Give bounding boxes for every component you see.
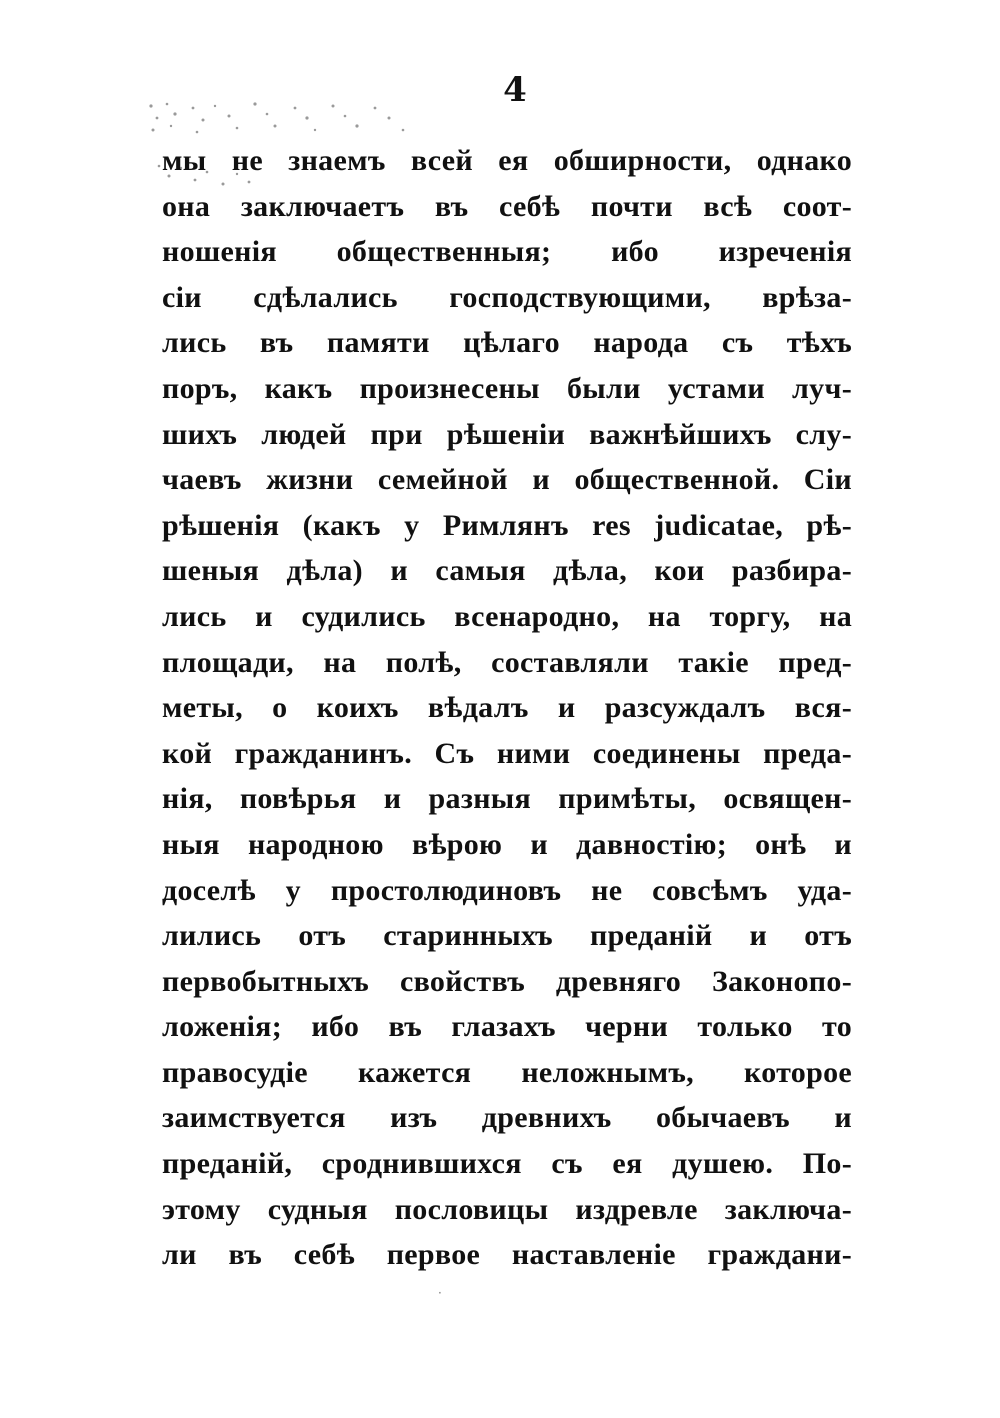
text-line: ношенія общественныя; ибо изреченія xyxy=(162,235,852,269)
text-line: рѣшенія (какъ у Римлянъ res judicatae, рѣ- xyxy=(162,508,852,542)
text-line: ложенія; ибо въ глазахъ черни только то xyxy=(162,1010,852,1044)
text-line: этому судныя пословицы издревле заключа- xyxy=(162,1192,852,1226)
text-line: площади, на полѣ, составляли такіе пред- xyxy=(162,645,852,679)
stray-mark: · xyxy=(438,1286,442,1300)
text-line: поръ, какъ произнесены были устами луч- xyxy=(162,371,852,405)
text-line: ныя народною вѣрою и давностію; онѣ и xyxy=(162,827,852,861)
text-line: шихъ людей при рѣшеніи важнѣйшихъ слу- xyxy=(162,417,852,451)
page-number: 4 xyxy=(503,70,527,110)
text-line: ли въ себѣ первое наставленіе граждани- xyxy=(162,1238,852,1272)
text-line: доселѣ у простолюдиновъ не совсѣмъ уда- xyxy=(162,873,852,907)
text-line: нія, повѣрья и разныя примѣты, освящен- xyxy=(162,782,852,816)
text-line: меты, о коихъ вѣдалъ и разсуждалъ вся- xyxy=(162,691,852,725)
text-line: преданій, сроднившихся съ ея душею. По- xyxy=(162,1147,852,1181)
text-line: кой гражданинъ. Съ ними соединены преда- xyxy=(162,736,852,770)
text-line: чаевъ жизни семейной и общественной. Сіи xyxy=(162,463,852,497)
text-line: заимствуется изъ древнихъ обычаевъ и xyxy=(162,1101,852,1135)
text-line: сіи сдѣлались господствующими, врѣза- xyxy=(162,280,852,314)
body-text xyxy=(162,138,852,1278)
text-line: мы не знаемъ всей ея обширности, однако xyxy=(162,144,852,177)
text-line: лись въ памяти цѣлаго народа съ тѣхъ xyxy=(162,326,852,360)
text-line: первобытныхъ свойствъ древняго Законопо- xyxy=(162,964,852,998)
text-line: лись и судились всенародно, на торгу, на xyxy=(162,599,852,633)
text-line: правосудіе кажется неложнымъ, которое xyxy=(162,1055,852,1089)
text-line: она заключаетъ въ себѣ почти всѣ соот- xyxy=(162,189,852,223)
text-line: лились отъ старинныхъ преданій и отъ xyxy=(162,919,852,953)
text-line: шеныя дѣла) и самыя дѣла, кои разбира- xyxy=(162,554,852,588)
